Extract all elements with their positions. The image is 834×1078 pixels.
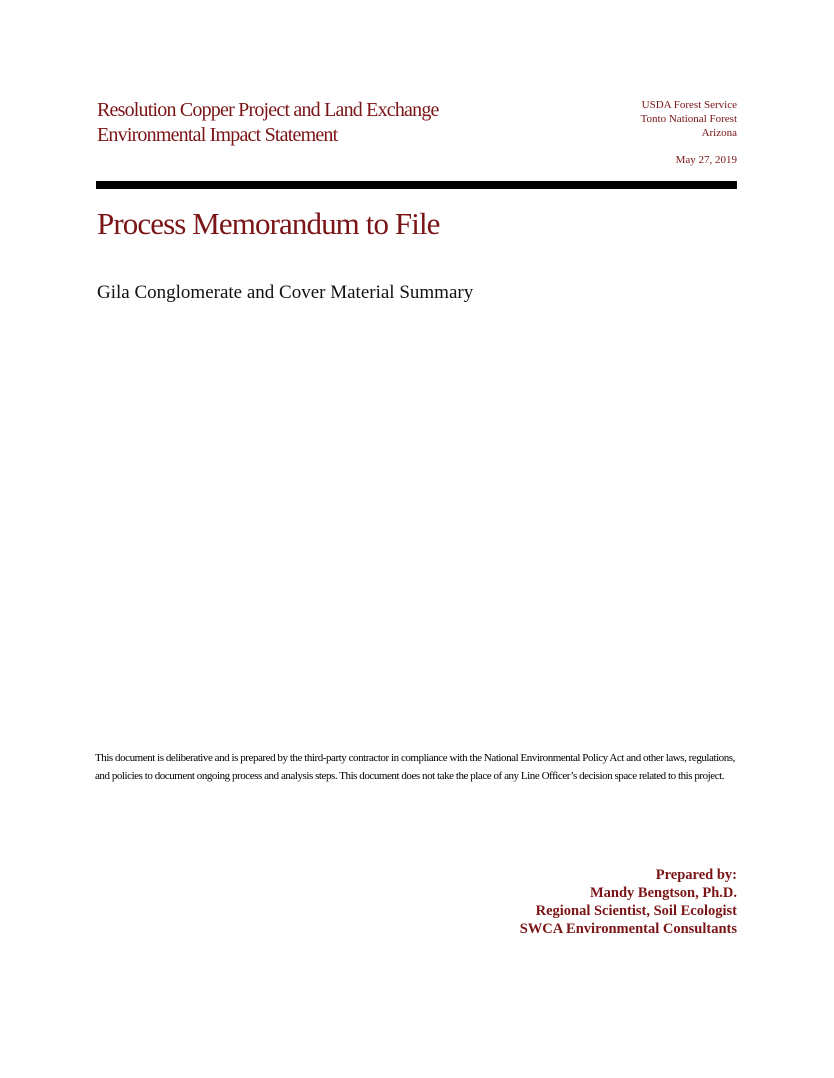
preparer-name: Mandy Bengtson, Ph.D. [589, 885, 737, 901]
document-type-heading: Process Memorandum to File [97, 206, 440, 241]
forest-name: Tonto National Forest [640, 113, 737, 125]
agency-name: USDA Forest Service [641, 99, 737, 111]
document-date: May 27, 2019 [675, 154, 737, 166]
preparer-organization: SWCA Environmental Consultants [519, 921, 737, 937]
project-title-line-1: Resolution Copper Project and Land Exchange [97, 99, 439, 121]
deliberative-disclaimer: This document is deliberative and is prepared by the third-party contractor in compliance with the National Environmental Policy Act and other laws, regulations, and policies to document ongoing process and analysis steps. This document does not take the place of any Line Officer’s decision space related to this project. [95, 752, 735, 782]
prepared-by-block [520, 866, 737, 938]
prepared-by-label: Prepared by: [655, 867, 737, 883]
project-title [97, 98, 439, 148]
agency-block [641, 98, 737, 140]
preparer-role: Regional Scientist, Soil Ecologist [535, 903, 737, 919]
header-divider [96, 181, 737, 189]
state-name: Arizona [701, 127, 737, 139]
project-title-line-2: Environmental Impact Statement [97, 124, 338, 146]
document-subject: Gila Conglomerate and Cover Material Summary [97, 282, 474, 303]
